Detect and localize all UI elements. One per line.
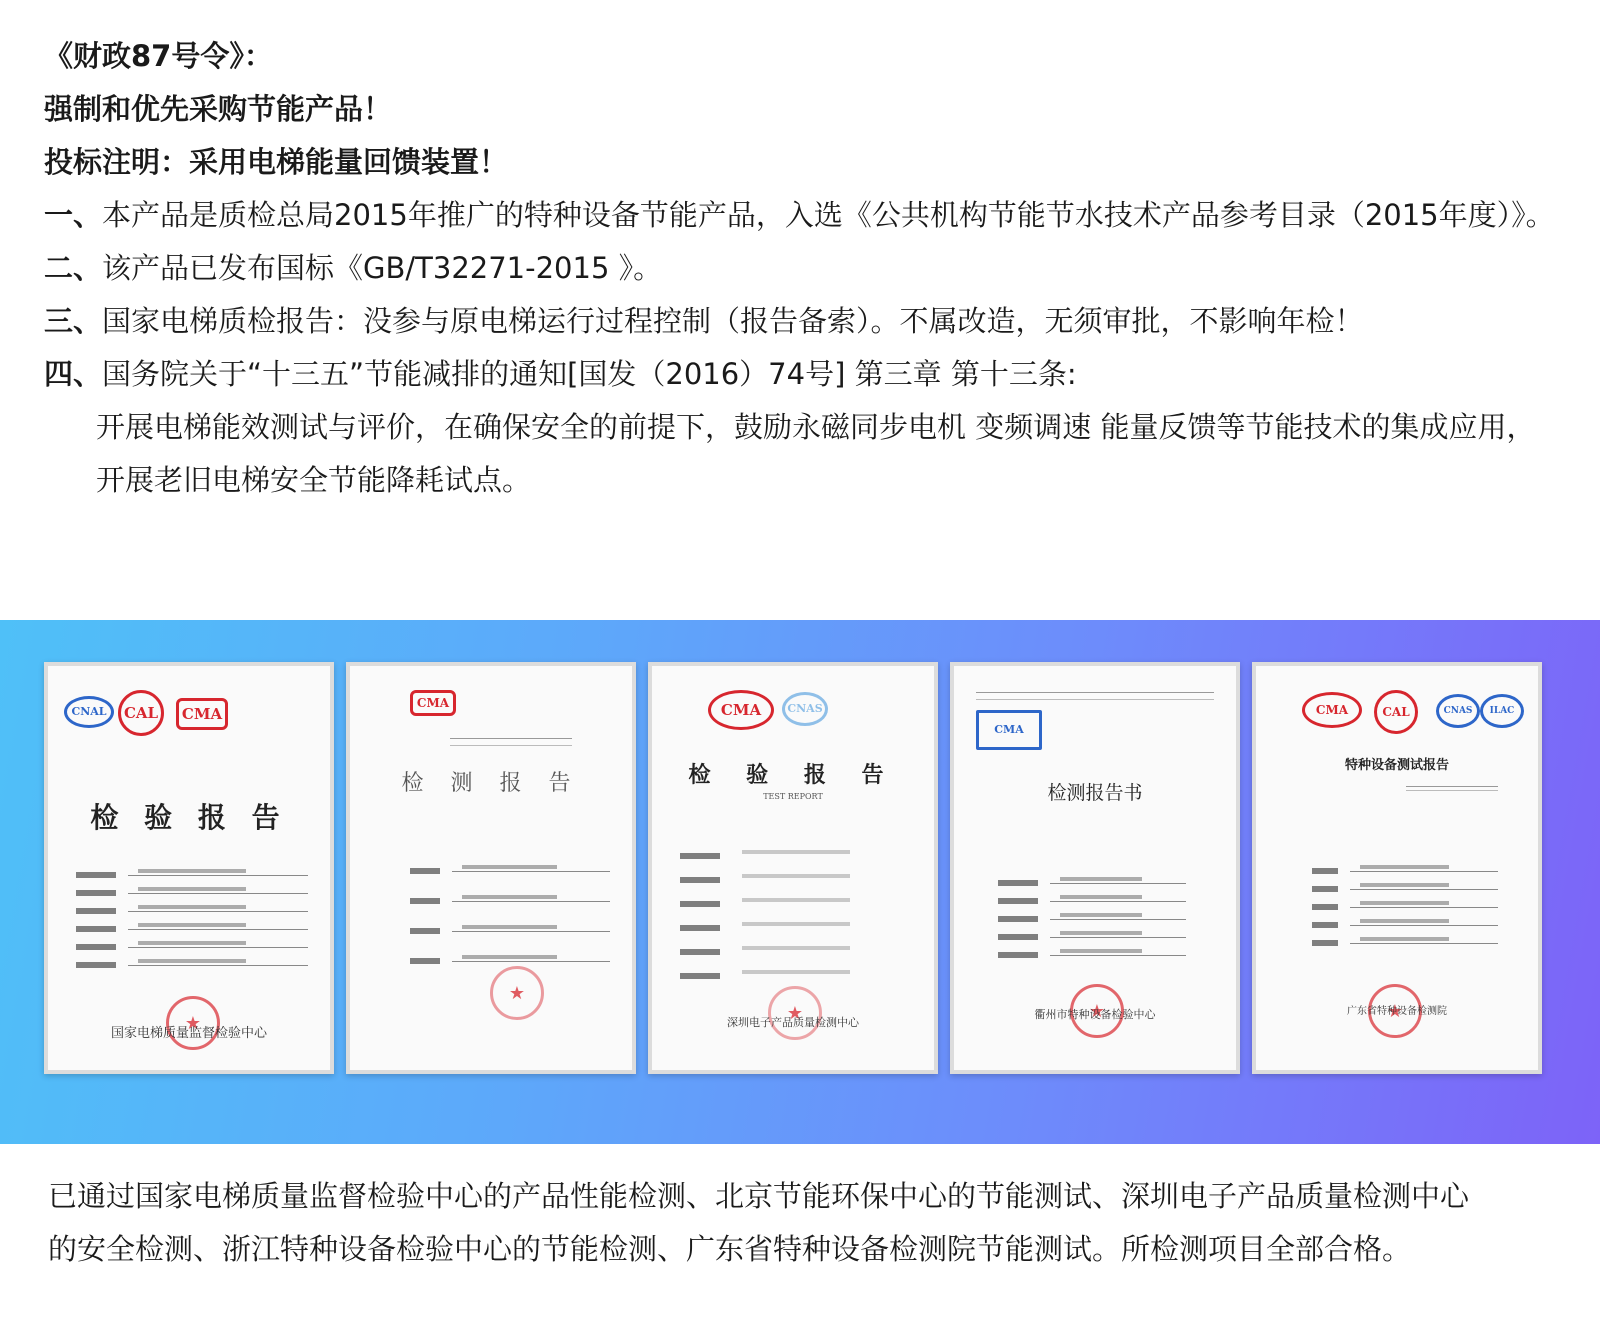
- cma-icon: CMA: [410, 690, 456, 716]
- certificate-4-org: 衢州市特种设备检验中心: [1034, 1008, 1156, 1021]
- quote-line-1: 开展电梯能效测试与评价，在确保安全的前提下，鼓励永磁同步电机 变频调速 能量反馈等节能技术的集成应用，: [96, 410, 1536, 444]
- decree-title: 《财政87号令》：: [44, 39, 273, 73]
- point-4-text: 国务院关于“十三五”节能减排的通知[国发（2016）74号] 第三章 第十三条:: [102, 357, 1077, 391]
- certificate-5-title: 特种设备测试报告: [1344, 758, 1449, 773]
- ilac-icon: ILAC: [1480, 694, 1524, 728]
- point-1-text: 本产品是质检总局2015年推广的特种设备节能产品，入选《公共机构节能节水技术产品参考目录（2015年度）》。: [102, 198, 1555, 232]
- intro-text-block: [44, 30, 1584, 507]
- quote-line-2: 开展老旧电梯安全节能降耗试点。: [96, 463, 532, 497]
- certificate-4-fields: [998, 874, 1186, 964]
- cal-icon: CAL: [118, 690, 164, 736]
- bid-note-line: 投标注明：采用电梯能量回馈装置！: [44, 145, 509, 179]
- cma-icon: CMA: [1302, 692, 1362, 728]
- certificate-1-logos: [48, 690, 330, 740]
- certificate-4-logos: [954, 710, 1236, 760]
- cnas-icon: CNAS: [1436, 694, 1480, 728]
- certificate-5-org: 广东省特种设备检测院: [1347, 1006, 1447, 1017]
- point-2-text: 该产品已发布国标《GB/T32271-2015 》。: [102, 251, 663, 285]
- point-3: [44, 295, 1584, 348]
- point-4-number: 四、: [44, 357, 103, 391]
- certificate-1: [44, 662, 334, 1074]
- certificates-band: [0, 620, 1600, 1144]
- point-4: [44, 348, 1584, 401]
- point-3-number: 三、: [44, 304, 103, 338]
- certificate-3-title: 检 验 报 告: [688, 762, 898, 788]
- certificate-3-seal: [768, 986, 822, 1040]
- certificate-2-logos: [350, 690, 632, 740]
- point-2: [44, 242, 1584, 295]
- cal-icon: CAL: [1374, 690, 1418, 734]
- certificate-2-title: 检 测 报 告: [401, 771, 581, 796]
- certificate-2-seal: [490, 966, 544, 1020]
- certificate-3-org: 深圳电子产品质量检测中心: [727, 1016, 859, 1029]
- certificate-3-subtitle: TEST REPORT: [763, 792, 823, 801]
- cnas-icon: CNAL: [64, 696, 114, 728]
- certificate-2-header-line: [450, 738, 572, 746]
- summary-text-block: [48, 1170, 1548, 1276]
- certificate-3-fields: [680, 844, 912, 988]
- mandate-line: 强制和优先采购节能产品！: [44, 92, 393, 126]
- certificate-5: [1252, 662, 1542, 1074]
- point-1-number: 一、: [44, 198, 103, 232]
- certificate-1-org: 国家电梯质量监督检验中心: [110, 1026, 267, 1041]
- cma-icon: CMA: [176, 698, 228, 730]
- cma-icon: CMA: [976, 710, 1042, 750]
- summary-line-1: 已通过国家电梯质量监督检验中心的产品性能检测、北京节能环保中心的节能测试、深圳电子产品质量检测中心: [48, 1179, 1470, 1213]
- certificate-2: [346, 662, 636, 1074]
- cma-icon: CMA: [708, 690, 774, 730]
- certificate-2-fields: [410, 856, 610, 976]
- certificate-5-report-no: [1406, 786, 1498, 791]
- certificate-4-title: 检测报告书: [1047, 782, 1143, 804]
- point-1: [44, 189, 1584, 242]
- certificate-5-fields: [1312, 862, 1498, 952]
- certificate-4-header-line: [976, 692, 1214, 700]
- certificate-1-fields: [76, 866, 308, 974]
- certificate-3-logos: [652, 690, 934, 740]
- point-2-number: 二、: [44, 251, 103, 285]
- certificate-4: [950, 662, 1240, 1074]
- certificate-5-logos: [1256, 690, 1538, 740]
- cnas-icon: CNAS: [782, 692, 828, 726]
- summary-line-2: 的安全检测、浙江特种设备检验中心的节能检测、广东省特种设备检测院节能测试。所检测项目全部合格。: [48, 1232, 1412, 1266]
- point-3-text: 国家电梯质检报告：没参与原电梯运行过程控制（报告备索）。不属改造，无须审批，不影响年检！: [102, 304, 1364, 338]
- certificate-3: [648, 662, 938, 1074]
- certificate-1-title: 检 验 报 告: [90, 801, 288, 834]
